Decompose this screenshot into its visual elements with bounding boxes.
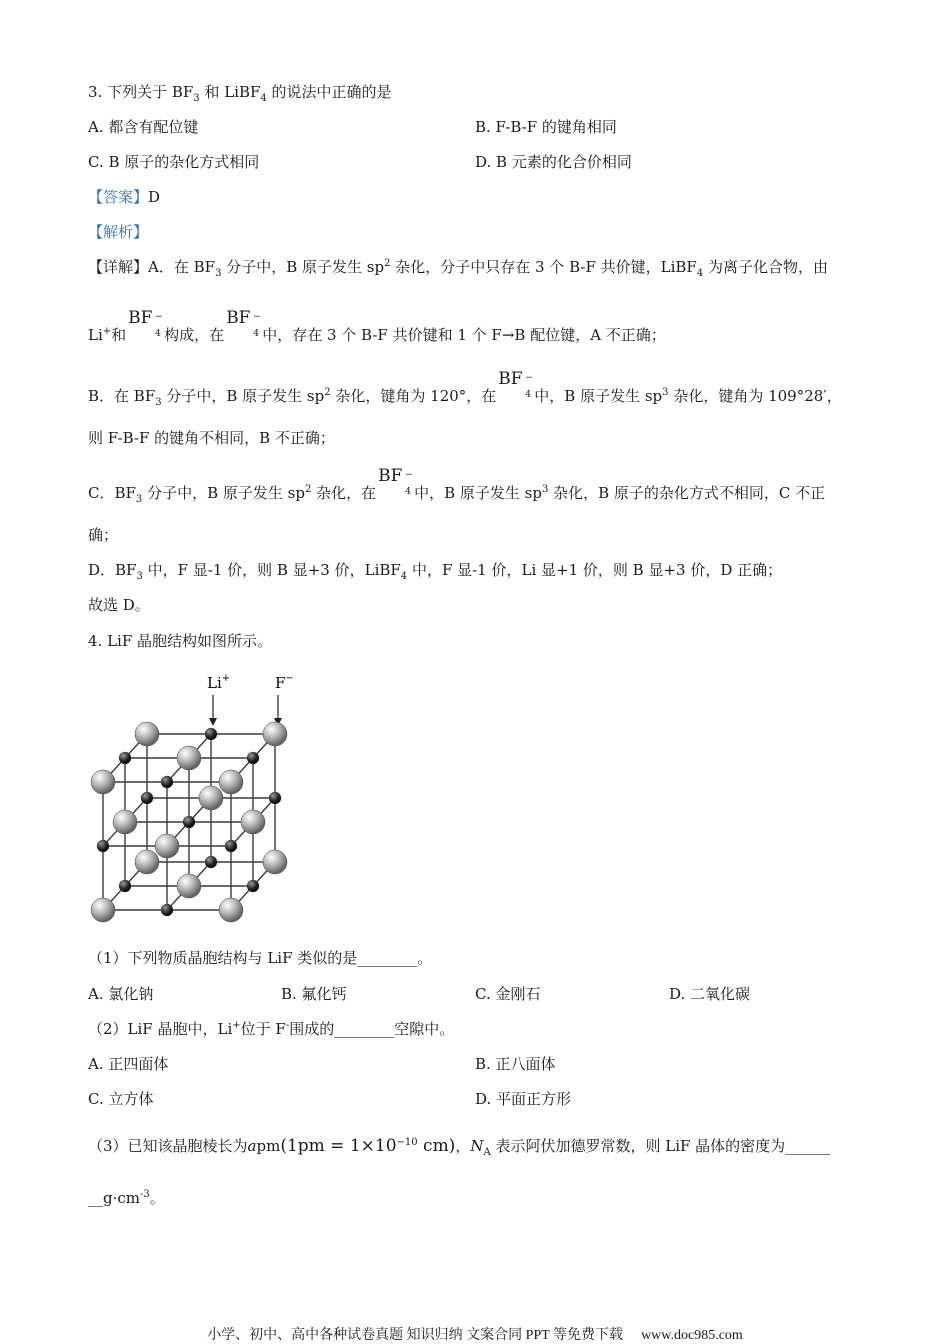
fluoride-ion (113, 810, 137, 834)
fluoride-ion (91, 898, 115, 922)
lithium-ion (225, 840, 237, 852)
q4-part3-stem: （3）已知该晶胞棱长为$apm(1pm = 1\times 10^{-10}$ cm)，$N_A$ 表示阿伏加德罗常数，则 LiF 晶体的密度为______ (88, 1136, 831, 1158)
q3-detail-line-3: B．在 $BF_3$ 分子中，B 原子发生 $sp^2$ 杂化，键角为 120°，在 BF − 4 中，B 原子发生 $sp^3$ 杂化，键角为 109°28′， (88, 369, 842, 408)
q4-p2-option-a[interactable]: A. 正四面体 (88, 1055, 169, 1073)
q3-stem: 3. 下列关于 $BF_3$ 和 LiBF$_4$ 的说法中正确的是 (88, 83, 392, 104)
q4-p1-option-d[interactable]: D. 二氧化碳 (669, 985, 751, 1003)
fluoride-ion (241, 810, 265, 834)
q3-option-c[interactable]: C. B 原子的杂化方式相同 (88, 153, 260, 171)
f-ion-label: F− (275, 673, 294, 692)
lithium-ion (247, 752, 259, 764)
q3-option-d[interactable]: D. B 元素的化合价相同 (475, 153, 632, 171)
bf4-ion: BF − 4 (226, 308, 261, 339)
q3-detail-line-4: 则 F-B-F 的键角不相同，B 不正确； (88, 429, 335, 447)
footer-url[interactable]: www.doc985.com (641, 1328, 743, 1343)
bf4-ion: BF − 4 (378, 466, 413, 497)
lithium-ion (205, 728, 217, 740)
li-ion-label: Li+ (207, 673, 231, 692)
fluoride-ion (219, 770, 243, 794)
q3-detail-line-8: 故选 D。 (88, 596, 150, 614)
q3-detail-line-2: Li+和 BF − 4 构成，在 BF − 4 中，存在 3 个 B-F 共价键和 1 个 F→B 配位键，A 不正确； (88, 308, 666, 344)
q3-detail-line-5: C．$BF_3$ 分子中，B 原子发生 $sp^2$ 杂化，在 BF − 4 中，B 原子发生 $sp^3$ 杂化，B 原子的杂化方式不相同，C 不正 (88, 466, 826, 505)
q4-part2-stem: （2）LiF 晶胞中，Li+位于 F-围成的________空隙中。 (88, 1020, 455, 1038)
q3-answer: 【答案】D (88, 188, 161, 206)
q4-p1-option-a[interactable]: A. 氯化钠 (88, 985, 154, 1003)
q3-option-b[interactable]: B. F-B-F 的键角相同 (475, 118, 617, 136)
q3-detail-line-6: 确； (88, 526, 119, 544)
li-arrow-head (209, 718, 217, 726)
fluoride-ion (91, 770, 115, 794)
fluoride-ion (263, 722, 287, 746)
fluoride-ion (177, 874, 201, 898)
q4-p1-option-c[interactable]: C. 金刚石 (475, 985, 541, 1003)
lithium-ion (183, 816, 195, 828)
fluoride-ion (219, 898, 243, 922)
lithium-ion (161, 904, 173, 916)
q4-part3-line-2: $\_\_g\cdot cm^{-3}$。 (88, 1189, 165, 1207)
page-footer (0, 1324, 950, 1344)
q3-option-a[interactable]: A. 都含有配位键 (88, 118, 199, 136)
q3-detail-line-1: 【详解】A．在 $BF_3$ 分子中，B 原子发生 $sp^2$ 杂化，分子中只存在 3 个 B-F 共价键，LiBF$_4$ 为离子化合物，由 (88, 258, 828, 279)
lithium-ion (269, 792, 281, 804)
fluoride-ion (263, 850, 287, 874)
fluoride-ion (177, 746, 201, 770)
lithium-ion (205, 856, 217, 868)
q4-p2-option-b[interactable]: B. 正八面体 (475, 1055, 556, 1073)
bf4-ion: BF − 4 (128, 308, 163, 339)
bf4-ion: BF − 4 (498, 369, 533, 400)
q3-analysis-label: 【解析】 (88, 223, 149, 241)
fluoride-ion (135, 722, 159, 746)
q4-part1-stem: （1）下列物质晶胞结构与 LiF 类似的是________。 (88, 949, 433, 967)
fluoride-ion (199, 786, 223, 810)
lithium-ion (97, 840, 109, 852)
q3-detail-line-7: D．$BF_3$ 中，F 显-1 价，则 B 显+3 价，LiBF$_4$ 中，F 显-1 价，Li 显+1 价，则 B 显+3 价，D 正确； (88, 561, 783, 582)
footer-text: 小学、初中、高中各种试卷真题 知识归纳 文案合同 PPT 等免费下载 (207, 1328, 624, 1343)
lithium-ion (141, 792, 153, 804)
q4-p2-option-c[interactable]: C. 立方体 (88, 1090, 154, 1108)
q4-p1-option-b[interactable]: B. 氟化钙 (281, 985, 347, 1003)
q4-stem: 4. LiF 晶胞结构如图所示。 (88, 632, 273, 650)
lithium-ion (247, 880, 259, 892)
lithium-ion (161, 776, 173, 788)
lithium-ion (119, 880, 131, 892)
q4-p2-option-d[interactable]: D. 平面正方形 (475, 1090, 572, 1108)
fluoride-ion (155, 834, 179, 858)
fluoride-ion (135, 850, 159, 874)
lithium-ion (119, 752, 131, 764)
lif-crystal-diagram (85, 668, 300, 930)
